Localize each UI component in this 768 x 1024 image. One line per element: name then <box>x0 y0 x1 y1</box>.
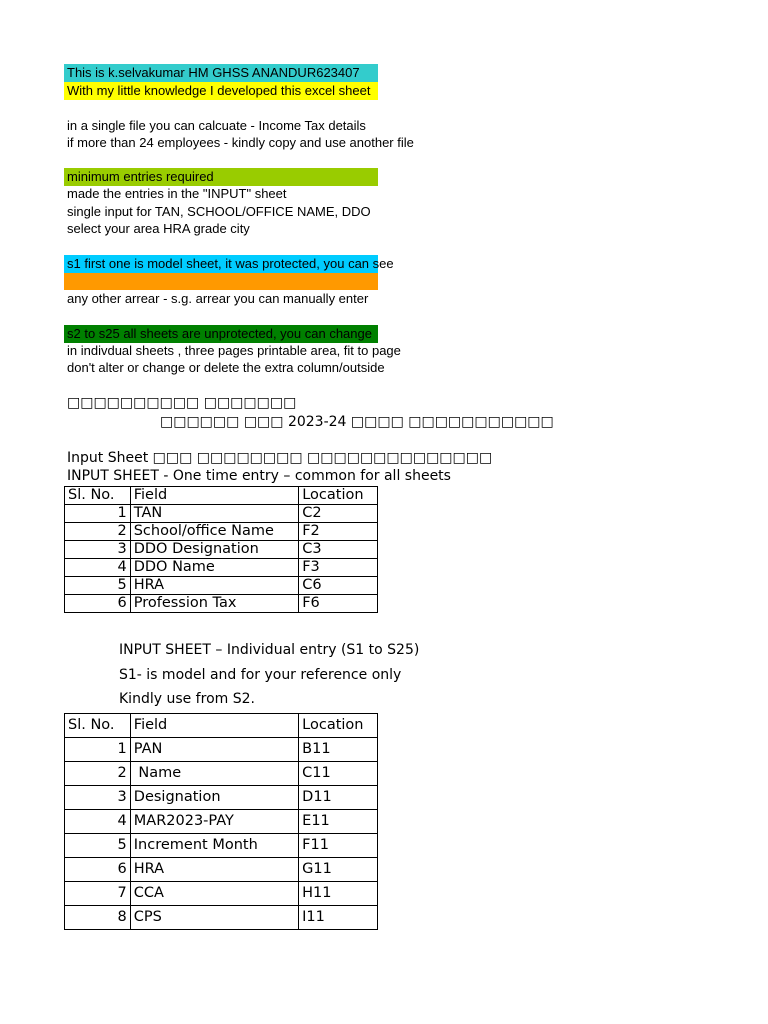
table-row <box>65 858 378 882</box>
cell-field: DDO Name <box>130 559 299 577</box>
cell-field: Increment Month <box>130 834 298 858</box>
author-line: This is k.selvakumar HM GHSS ANANDUR623407 <box>64 64 378 82</box>
cell-sl-no: 4 <box>65 810 131 834</box>
table-row <box>65 505 378 523</box>
table-row <box>65 786 378 810</box>
cell-field: MAR2023-PAY <box>130 810 298 834</box>
header-sl-no: Sl. No. <box>65 714 131 738</box>
tamil-input-sheet-line: Input Sheet □□□ □□□□□□□□ □□□□□□□□□□□□□□ <box>67 450 493 466</box>
cell-location: C11 <box>299 762 378 786</box>
tamil-heading-2: □□□□□□ □□□ 2023-24 □□□□ □□□□□□□□□□□ <box>160 414 554 430</box>
table-row <box>65 541 378 559</box>
cell-field: PAN <box>130 738 298 762</box>
table-row <box>65 810 378 834</box>
table-header-row <box>65 487 378 505</box>
unprotected-sheets-line: s2 to s25 all sheets are unprotected, you can change <box>64 325 378 343</box>
table-row <box>65 523 378 541</box>
cell-field: DDO Designation <box>130 541 299 559</box>
cell-sl-no: 5 <box>65 577 131 595</box>
table-row <box>65 906 378 930</box>
cell-location: F3 <box>299 559 378 577</box>
cell-field: School/office Name <box>130 523 299 541</box>
cell-location: C3 <box>299 541 378 559</box>
cell-sl-no: 5 <box>65 834 131 858</box>
cell-location: G11 <box>299 858 378 882</box>
note-more-employees: if more than 24 employees - kindly copy and use another file <box>67 135 414 150</box>
cell-location: B11 <box>299 738 378 762</box>
table-row <box>65 738 378 762</box>
cell-location: H11 <box>299 882 378 906</box>
cell-sl-no: 4 <box>65 559 131 577</box>
individual-entry-table <box>64 713 378 930</box>
cell-field: Designation <box>130 786 298 810</box>
section2-title: INPUT SHEET – Individual entry (S1 to S25) <box>119 642 420 658</box>
orange-band <box>64 273 378 290</box>
section2-heading-block <box>64 640 420 712</box>
cell-location: I11 <box>299 906 378 930</box>
table-row <box>65 882 378 906</box>
cell-location: F11 <box>299 834 378 858</box>
section2-note-use-s2: Kindly use from S2. <box>119 691 255 707</box>
cell-sl-no: 1 <box>65 738 131 762</box>
cell-location: C2 <box>299 505 378 523</box>
cell-field: CPS <box>130 906 298 930</box>
note-dont-alter: don't alter or change or delete the extra column/outside <box>67 360 385 375</box>
cell-sl-no: 2 <box>65 523 131 541</box>
cell-location: D11 <box>299 786 378 810</box>
cell-field: CCA <box>130 882 298 906</box>
intro-line: With my little knowledge I developed this excel sheet <box>64 82 378 100</box>
note-input-sheet: made the entries in the "INPUT" sheet <box>67 186 287 201</box>
note-single-input: single input for TAN, SCHOOL/OFFICE NAME, DDO <box>67 204 371 219</box>
cell-field: HRA <box>130 577 299 595</box>
cell-sl-no: 7 <box>65 882 131 906</box>
cell-field: HRA <box>130 858 298 882</box>
note-single-file: in a single file you can calcuate - Income Tax details <box>67 118 366 133</box>
table-row <box>65 559 378 577</box>
cell-field: Name <box>130 762 298 786</box>
cell-sl-no: 3 <box>65 541 131 559</box>
cell-field: Profession Tax <box>130 595 299 613</box>
section2-note-model: S1- is model and for your reference only <box>119 667 402 683</box>
table-row <box>65 762 378 786</box>
model-sheet-line: s1 first one is model sheet, it was protected, you can see <box>64 255 378 273</box>
cell-sl-no: 6 <box>65 858 131 882</box>
cell-location: C6 <box>299 577 378 595</box>
note-arrear: any other arrear - s.g. arrear you can manually enter <box>67 291 369 306</box>
cell-location: E11 <box>299 810 378 834</box>
info-block <box>64 64 414 375</box>
cell-field: TAN <box>130 505 299 523</box>
table-row <box>65 577 378 595</box>
header-field: Field <box>130 487 299 505</box>
note-hra-grade: select your area HRA grade city <box>67 221 250 236</box>
cell-sl-no: 6 <box>65 595 131 613</box>
cell-sl-no: 8 <box>65 906 131 930</box>
common-entry-table <box>64 486 378 613</box>
header-location: Location <box>299 487 378 505</box>
min-entries-heading: minimum entries required <box>64 168 378 186</box>
tamil-heading-1: □□□□□□□□□□ □□□□□□□ <box>67 395 297 411</box>
table-row <box>65 834 378 858</box>
cell-sl-no: 1 <box>65 505 131 523</box>
cell-sl-no: 3 <box>65 786 131 810</box>
header-field: Field <box>130 714 298 738</box>
cell-sl-no: 2 <box>65 762 131 786</box>
section1-title: INPUT SHEET - One time entry – common for all sheets <box>67 468 451 484</box>
note-printable-area: in indivdual sheets , three pages printable area, fit to page <box>67 343 401 358</box>
header-location: Location <box>299 714 378 738</box>
cell-location: F2 <box>299 523 378 541</box>
headings-block <box>64 394 554 489</box>
table-header-row <box>65 714 378 738</box>
cell-location: F6 <box>299 595 378 613</box>
table-row <box>65 595 378 613</box>
header-sl-no: Sl. No. <box>65 487 131 505</box>
